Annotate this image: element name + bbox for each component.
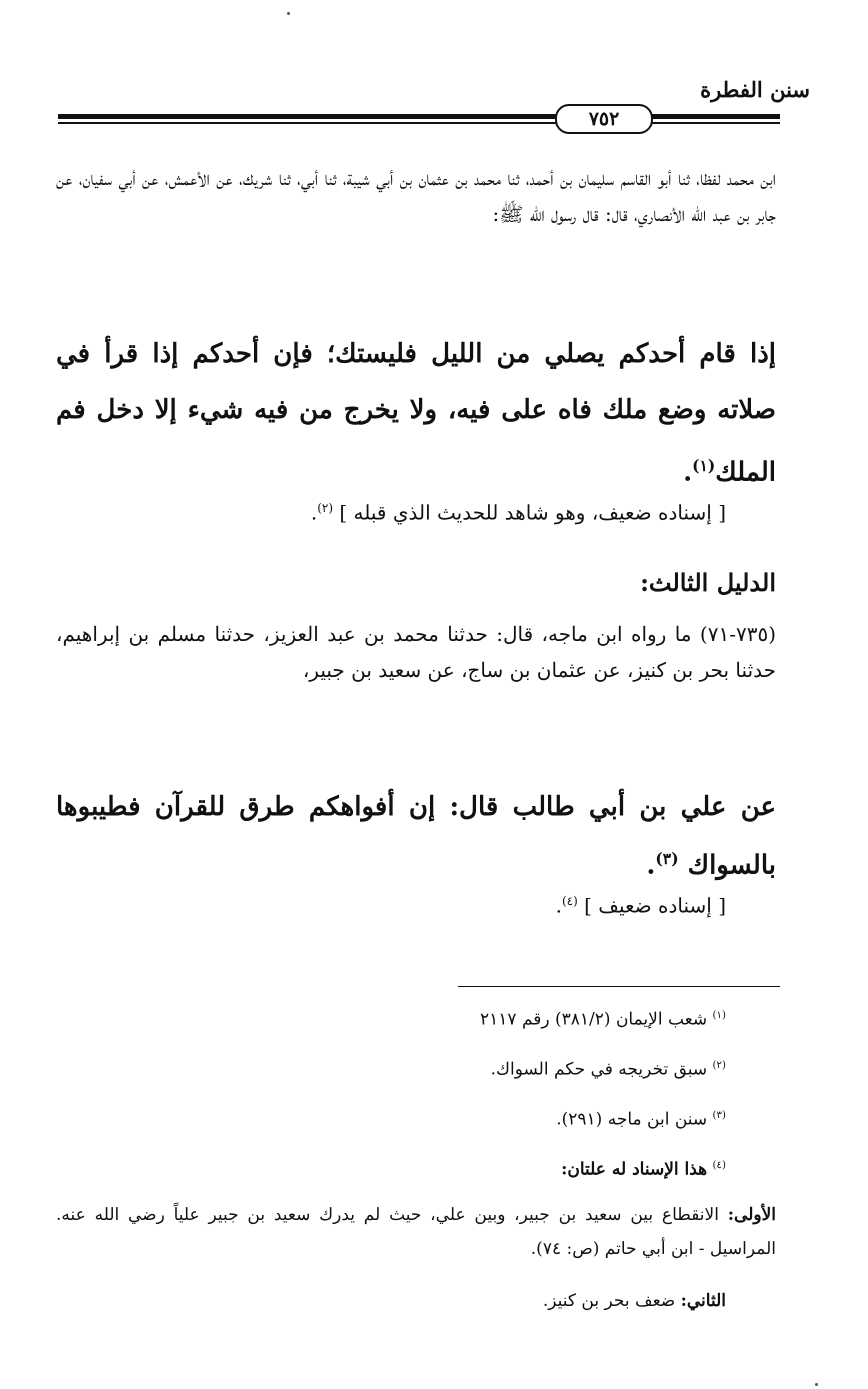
hadith-1-body: إذا قام أحدكم يصلي من الليل فليستك؛ فإن أحدكم إذا قرأ في صلاته وضع ملك فاه على فيه، ولا يخرج من فيه شيء إلا دخل فم الملك: [56, 339, 776, 488]
scan-speck: [287, 12, 290, 15]
grading-2: [ إسناده ضعيف ] $^{(٤)}$.: [555, 893, 726, 918]
footnote-ref-4: (٤): [561, 894, 578, 908]
footnote-4-first-reason: [56, 1198, 776, 1266]
grading-1-text: [ إسناده ضعيف، وهو شاهد للحديث الذي قبله ]: [339, 500, 726, 525]
second-reason-label: الثاني:: [680, 1291, 726, 1311]
footnote-ref-2: (٢): [317, 501, 334, 515]
footnote-1: [126, 1002, 726, 1034]
book-title: سنن الفطرة: [700, 77, 810, 102]
footnote-3-text: سنن ابن ماجه (٢٩١).: [556, 1109, 708, 1130]
grading-2-text: [ إسناده ضعيف ]: [584, 893, 726, 918]
header-rule-thick: [58, 114, 780, 119]
hadith-2-body: عن علي بن أبي طالب قال: إن أفواهكم طرق للقرآن فطيبوها بالسواك: [56, 792, 776, 881]
footnote-ref-3: (٣): [655, 849, 679, 868]
footnote-4-number: (٤): [712, 1160, 726, 1171]
hadith-text-1: إذا قام أحدكم يصلي من الليل فليستك؛ فإن أحدكم إذا قرأ في صلاته وضع ملك فاه على فيه، ولا يخرج من فيه شيء إلا دخل فم الملك$^{(١)}$.: [56, 339, 776, 488]
footnote-separator: [458, 986, 780, 987]
footnote-1-number: (١): [712, 1010, 726, 1021]
section-heading: الدليل الثالث:: [640, 568, 776, 597]
second-reason-text: ضعف بحر بن كنيز.: [542, 1291, 676, 1311]
isnad-paragraph-2: (٧٣٥-٧١) ما رواه ابن ماجه، قال: حدثنا محمد بن عبد العزيز، حدثنا مسلم بن إبراهيم، حدثنا بحر بن كنيز، عن عثمان بن ساج، عن سعيد بن جبير،: [56, 622, 776, 682]
first-reason-text: الانقطاع بين سعيد بن جبير، وبين علي، حيث لم يدرك سعيد بن جبير علياً رضي الله عنه. المراسيل - ابن أبي حاتم (ص: ٧٤).: [56, 1205, 776, 1259]
hadith-text-2: عن علي بن أبي طالب قال: إن أفواهكم طرق للقرآن فطيبوها بالسواك $^{(٣)}$.: [56, 792, 776, 881]
footnote-2-number: (٢): [712, 1060, 726, 1071]
isnad-paragraph-1: ابن محمد لفظا، ثنا أبو القاسم سليمان بن أحمد، ثنا محمد بن عثمان بن أبي شيبة، ثنا أبي، ثنا شريك، عن الأعمش، عن أبي سفيان، عن جابر بن عبد الله الأنصاري، قال: قال رسول الله ﷺ:: [56, 166, 776, 226]
footnote-3-number: (٣): [712, 1110, 726, 1121]
header-rule-thin: [58, 122, 780, 124]
first-reason-label: الأولى:: [727, 1205, 777, 1225]
footnote-4-second-reason: [126, 1286, 726, 1316]
scan-speck: [815, 1383, 818, 1386]
footnote-ref-1: (١): [692, 456, 716, 475]
footnote-4: [126, 1152, 726, 1184]
footnote-4-text: هذا الإسناد له علتان:: [561, 1159, 708, 1180]
footnote-3: [126, 1102, 726, 1134]
footnote-2: [126, 1052, 726, 1084]
page-number: ٧٥٢: [555, 104, 653, 134]
grading-1: [ إسناده ضعيف، وهو شاهد للحديث الذي قبله ] $^{(٢)}$.: [310, 500, 726, 525]
footnote-1-text: شعب الإيمان (٣٨١/٢) رقم ٢١١٧: [480, 1009, 708, 1030]
footnote-2-text: سبق تخريجه في حكم السواك.: [490, 1059, 708, 1080]
